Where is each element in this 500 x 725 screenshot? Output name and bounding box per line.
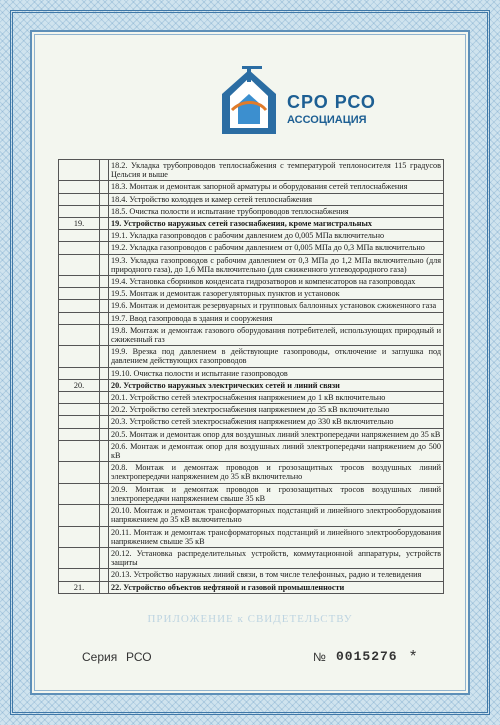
- row-spacer: [100, 300, 109, 312]
- row-spacer: [100, 440, 109, 461]
- row-spacer: [100, 254, 109, 275]
- row-spacer: [100, 205, 109, 217]
- row-number: [59, 193, 100, 205]
- row-spacer: [100, 547, 109, 568]
- row-number: [59, 288, 100, 300]
- row-number: [59, 569, 100, 581]
- row-spacer: [100, 160, 109, 181]
- brand-title: СРО РСО: [287, 92, 376, 112]
- row-text: 19.4. Установка сборников конденсата гидрозатворов и компенсаторов на газопроводах: [109, 276, 444, 288]
- row-spacer: [100, 181, 109, 193]
- table-row: [59, 483, 444, 504]
- row-spacer: [100, 346, 109, 367]
- row-spacer: [100, 392, 109, 404]
- table-row: [59, 324, 444, 345]
- row-text: 19.2. Укладка газопроводов с рабочим давлением от 0,005 МПа до 0,3 МПа включительно: [109, 242, 444, 254]
- row-number: [59, 547, 100, 568]
- row-number: [59, 181, 100, 193]
- row-number: [59, 205, 100, 217]
- row-number: [59, 526, 100, 547]
- row-text: 20.2. Устройство сетей электроснабжения напряжением до 35 кВ включительно: [109, 404, 444, 416]
- row-text: 19.1. Укладка газопроводов с рабочим давлением до 0,005 МПа включительно: [109, 230, 444, 242]
- row-number: [59, 300, 100, 312]
- table-row: [59, 346, 444, 367]
- row-text: 20.9. Монтаж и демонтаж проводов и грозозащитных тросов воздушных линий электропередачи напряжением свыше 35 кВ: [109, 483, 444, 504]
- row-spacer: [100, 367, 109, 379]
- table-row: [59, 440, 444, 461]
- row-text: 18.3. Монтаж и демонтаж запорной арматуры и оборудования сетей теплоснабжения: [109, 181, 444, 193]
- table-row: [59, 230, 444, 242]
- row-text: 19. Устройство наружных сетей газоснабжения, кроме магистральных: [109, 218, 444, 230]
- row-number: [59, 324, 100, 345]
- table-row: [59, 428, 444, 440]
- row-number: [59, 483, 100, 504]
- row-spacer: [100, 276, 109, 288]
- star-mark: *: [410, 648, 417, 665]
- row-number: [59, 404, 100, 416]
- table-row: [59, 547, 444, 568]
- row-number: [59, 346, 100, 367]
- row-text: 20.3. Устройство сетей электроснабжения напряжением до 330 кВ включительно: [109, 416, 444, 428]
- row-text: 19.8. Монтаж и демонтаж газового оборудования потребителей, использующих природный и сжиженный газ: [109, 324, 444, 345]
- footer: [0, 650, 500, 670]
- table-row: [59, 392, 444, 404]
- table-row: [59, 569, 444, 581]
- row-text: 18.5. Очистка полости и испытание трубопроводов теплоснабжения: [109, 205, 444, 217]
- table-row: [59, 276, 444, 288]
- row-number: [59, 276, 100, 288]
- row-spacer: [100, 526, 109, 547]
- row-number: [59, 230, 100, 242]
- row-text: 18.2. Укладка трубопроводов теплоснабжения с температурой теплоносителя 115 градусов Цельсия и выше: [109, 160, 444, 181]
- table-row: [59, 505, 444, 526]
- row-number: [59, 462, 100, 483]
- row-text: 20.13. Устройство наружных линий связи, в том числе телефонных, радио и телевидения: [109, 569, 444, 581]
- row-spacer: [100, 288, 109, 300]
- table-row: [59, 205, 444, 217]
- row-text: 19.6. Монтаж и демонтаж резервуарных и групповых баллонных установок сжиженного газа: [109, 300, 444, 312]
- row-spacer: [100, 312, 109, 324]
- works-table: [58, 159, 444, 594]
- row-spacer: [100, 218, 109, 230]
- table-row: [59, 160, 444, 181]
- row-number: 21.: [59, 581, 100, 593]
- table-row: [59, 462, 444, 483]
- row-text: 20.11. Монтаж и демонтаж трансформаторных подстанций и линейного электрооборудования напряжением свыше 35 кВ: [109, 526, 444, 547]
- row-text: 19.9. Врезка под давлением в действующие газопроводы, отключение и заглушка под давлением действующих газопроводов: [109, 346, 444, 367]
- row-spacer: [100, 569, 109, 581]
- row-text: 20.12. Установка распределительных устройств, коммутационной аппаратуры, устройств защиты: [109, 547, 444, 568]
- row-number: 20.: [59, 379, 100, 391]
- table-row: [59, 312, 444, 324]
- table-row: [59, 288, 444, 300]
- row-spacer: [100, 404, 109, 416]
- row-text: 18.4. Устройство колодцев и камер сетей теплоснабжения: [109, 193, 444, 205]
- row-text: 20.5. Монтаж и демонтаж опор для воздушных линий электропередачи напряжением до 35 кВ: [109, 428, 444, 440]
- row-text: 20.1. Устройство сетей электроснабжения напряжением до 1 кВ включительно: [109, 392, 444, 404]
- row-number: [59, 392, 100, 404]
- table-row: [59, 526, 444, 547]
- row-number: [59, 416, 100, 428]
- row-spacer: [100, 324, 109, 345]
- row-number: [59, 505, 100, 526]
- row-number: [59, 242, 100, 254]
- row-number: 19.: [59, 218, 100, 230]
- watermark-text: ПРИЛОЖЕНИЕ к СВИДЕТЕЛЬСТВУ: [147, 613, 353, 625]
- row-spacer: [100, 428, 109, 440]
- row-spacer: [100, 242, 109, 254]
- row-text: 19.5. Монтаж и демонтаж газорегуляторных пунктов и установок: [109, 288, 444, 300]
- table-row: [59, 254, 444, 275]
- row-spacer: [100, 581, 109, 593]
- table-row: [59, 379, 444, 391]
- row-text: 20.8. Монтаж и демонтаж проводов и грозозащитных тросов воздушных линий электропередачи напряжением до 35 кВ включительно: [109, 462, 444, 483]
- number-label: №: [313, 650, 326, 664]
- row-number: [59, 440, 100, 461]
- series-value: РСО: [126, 650, 152, 664]
- row-text: 19.7. Ввод газопровода в здания и сооружения: [109, 312, 444, 324]
- table-row: [59, 416, 444, 428]
- table-row: [59, 218, 444, 230]
- row-text: 19.10. Очистка полости и испытание газопроводов: [109, 367, 444, 379]
- series-label: Серия: [82, 650, 118, 664]
- brand-subtitle: АССОЦИАЦИЯ: [287, 114, 367, 126]
- table-row: [59, 404, 444, 416]
- table-row: [59, 581, 444, 593]
- table-row: [59, 242, 444, 254]
- row-spacer: [100, 416, 109, 428]
- row-number: [59, 312, 100, 324]
- table-row: [59, 181, 444, 193]
- serial-number: 0015276: [336, 649, 398, 664]
- row-number: [59, 428, 100, 440]
- row-text: 20.6. Монтаж и демонтаж опор для воздушных линий электропередачи напряжением до 500 кВ: [109, 440, 444, 461]
- row-number: [59, 160, 100, 181]
- row-spacer: [100, 505, 109, 526]
- row-spacer: [100, 230, 109, 242]
- row-spacer: [100, 193, 109, 205]
- row-spacer: [100, 462, 109, 483]
- row-spacer: [100, 483, 109, 504]
- table-row: [59, 300, 444, 312]
- table-row: [59, 193, 444, 205]
- row-text: 20.10. Монтаж и демонтаж трансформаторных подстанций и линейного электрооборудования напряжением до 35 кВ включительно: [109, 505, 444, 526]
- sro-logo-icon: [218, 64, 280, 140]
- row-text: 19.3. Укладка газопроводов с рабочим давлением от 0,3 МПа до 1,2 МПа включительно (для природного газа), до 1,6 МПа включительно (для сжиженного углеводородного газа): [109, 254, 444, 275]
- brand-block: [287, 92, 376, 126]
- row-text: 20. Устройство наружных электрических сетей и линий связи: [109, 379, 444, 391]
- row-number: [59, 367, 100, 379]
- table-row: [59, 367, 444, 379]
- row-spacer: [100, 379, 109, 391]
- row-text: 22. Устройство объектов нефтяной и газовой промышленности: [109, 581, 444, 593]
- row-number: [59, 254, 100, 275]
